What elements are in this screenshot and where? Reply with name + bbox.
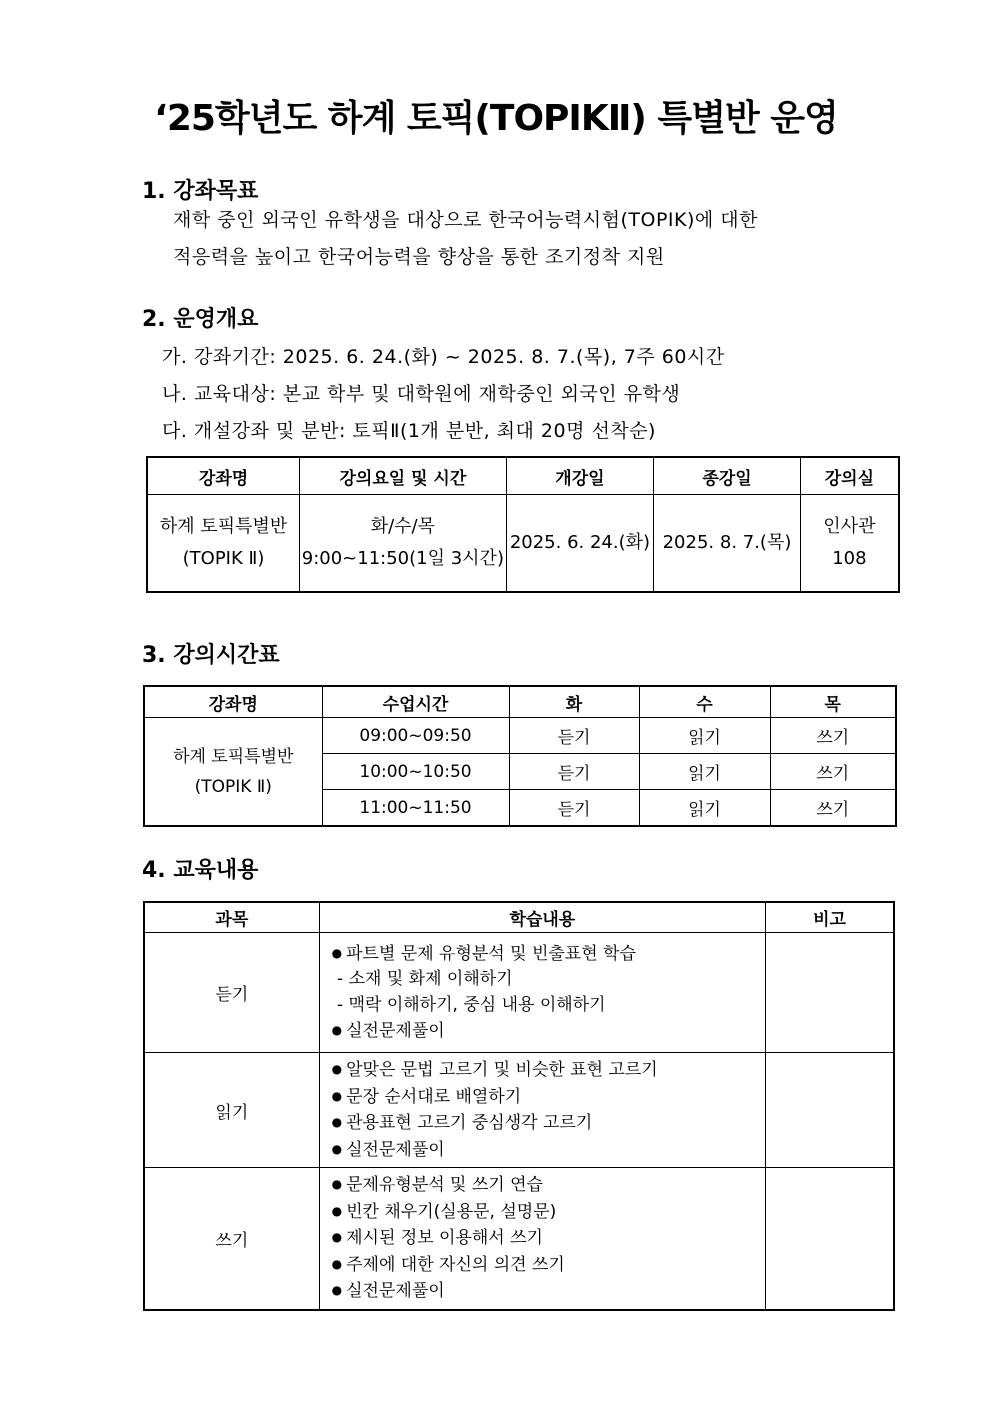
content-lines — [319, 1168, 765, 1310]
content-table-header: 과목 — [144, 902, 319, 933]
timetable-thu: 쓰기 — [770, 790, 896, 827]
goals-text — [173, 202, 758, 276]
timetable-course-cell: 하계 토픽특별반 (TOPIK Ⅱ) — [144, 718, 322, 827]
timetable-wed: 읽기 — [639, 718, 770, 754]
content-line — [332, 1110, 757, 1137]
timetable-wed: 읽기 — [639, 754, 770, 790]
section-heading-goals: 1. 강좌목표 — [142, 179, 259, 204]
timetable — [143, 685, 897, 827]
bullet-icon: ● — [331, 1088, 343, 1103]
content-line — [332, 1225, 757, 1252]
course-table-header: 강좌명 — [147, 457, 300, 495]
overview-line: 나. 교육대상: 본교 학부 및 대학원에 재학중인 외국인 유학생 — [162, 383, 681, 405]
content-line-text: - 맥락 이해하기, 중심 내용 이해하기 — [331, 994, 606, 1015]
timetable-tue: 듣기 — [509, 718, 639, 754]
section-heading-overview: 2. 운영개요 — [142, 307, 259, 332]
table-row — [144, 1168, 894, 1310]
timetable-tue: 듣기 — [509, 790, 639, 827]
goals-line: 적응력을 높이고 한국어능력을 향상을 통한 조기정착 지원 — [173, 246, 665, 268]
course-end-cell: 2025. 8. 7.(목) — [654, 495, 801, 593]
overview-line: 다. 개설강좌 및 분반: 토픽Ⅱ(1개 분반, 최대 20명 선착순) — [162, 420, 656, 442]
content-line-text: 빈칸 채우기(실용문, 설명문) — [346, 1201, 557, 1222]
course-table-header: 강의요일 및 시간 — [300, 457, 507, 495]
content-line — [332, 1084, 757, 1111]
content-line — [332, 941, 757, 968]
content-note — [766, 1168, 894, 1310]
bullet-icon: ● — [331, 1115, 343, 1129]
content-subject: 읽기 — [144, 1053, 319, 1168]
bullet-icon: ● — [331, 1141, 343, 1156]
table-row — [144, 933, 894, 1053]
content-line — [332, 1252, 757, 1279]
timetable-header: 수업시간 — [322, 686, 509, 718]
bullet-icon: ● — [331, 1203, 343, 1218]
content-line-text: 문제유형분석 및 쓰기 연습 — [346, 1175, 543, 1195]
content-table-header: 학습내용 — [319, 902, 765, 933]
course-table-header: 개강일 — [506, 457, 654, 495]
bullet-icon: ● — [331, 945, 343, 960]
course-table-header: 종강일 — [654, 457, 801, 495]
content-line-text: 주제에 대한 자신의 의견 쓰기 — [346, 1254, 565, 1275]
content-lines — [319, 1053, 765, 1168]
timetable-header: 목 — [770, 686, 896, 718]
content-line — [332, 1137, 757, 1164]
content-line-text: 문장 순서대로 배열하기 — [346, 1086, 522, 1107]
overview-line: 가. 강좌기간: 2025. 6. 24.(화) ~ 2025. 8. 7.(목), 7주 60시간 — [162, 346, 725, 368]
content-subject: 듣기 — [144, 933, 319, 1053]
timetable-header: 화 — [509, 686, 639, 718]
bullet-icon: ● — [331, 1023, 343, 1037]
bullet-icon: ● — [331, 1177, 343, 1191]
content-line-text: 관용표현 고르기 중심생각 고르기 — [346, 1113, 593, 1133]
content-line — [332, 1199, 757, 1226]
content-lines — [319, 933, 765, 1053]
timetable-time: 09:00~09:50 — [322, 718, 509, 754]
bullet-icon: ● — [331, 1256, 343, 1271]
content-note — [766, 933, 894, 1053]
page-title: ‘25학년도 하계 토픽(TOPIKⅡ) 특별반 운영 — [154, 98, 838, 139]
timetable-time: 11:00~11:50 — [322, 790, 509, 827]
content-line-text: 알맞은 문법 고르기 및 비슷한 표현 고르기 — [346, 1060, 658, 1080]
content-line-text: 제시된 정보 이용해서 쓰기 — [346, 1228, 543, 1248]
course-table — [146, 456, 900, 593]
bullet-icon: ● — [331, 1283, 343, 1297]
timetable-time: 10:00~10:50 — [322, 754, 509, 790]
course-schedule-cell: 화/수/목 9:00~11:50(1일 3시간) — [300, 495, 507, 593]
table-row — [147, 495, 899, 593]
timetable-thu: 쓰기 — [770, 718, 896, 754]
content-line — [332, 1172, 757, 1199]
overview-text — [162, 339, 725, 450]
content-note — [766, 1053, 894, 1168]
bullet-icon: ● — [331, 1230, 343, 1244]
content-line-text: 실전문제풀이 — [346, 1139, 445, 1160]
table-row — [144, 1053, 894, 1168]
goals-line: 재학 중인 외국인 유학생을 대상으로 한국어능력시험(TOPIK)에 대한 — [173, 209, 758, 231]
timetable-header: 수 — [639, 686, 770, 718]
content-line — [332, 993, 757, 1019]
timetable-tue: 듣기 — [509, 754, 639, 790]
content-table — [143, 901, 895, 1311]
content-line — [332, 1278, 757, 1305]
section-heading-timetable: 3. 강의시간표 — [142, 643, 280, 668]
section-heading-content: 4. 교육내용 — [142, 858, 259, 883]
bullet-icon: ● — [331, 1062, 343, 1076]
content-subject: 쓰기 — [144, 1168, 319, 1310]
content-line — [332, 967, 757, 993]
timetable-wed: 읽기 — [639, 790, 770, 827]
timetable-thu: 쓰기 — [770, 754, 896, 790]
timetable-header: 강좌명 — [144, 686, 322, 718]
content-line — [332, 1057, 757, 1084]
content-table-header: 비고 — [766, 902, 894, 933]
course-table-header: 강의실 — [800, 457, 899, 495]
course-room-cell: 인사관 108 — [800, 495, 899, 593]
table-row — [144, 718, 896, 754]
content-line-text: 실전문제풀이 — [346, 1281, 445, 1301]
content-line-text: 실전문제풀이 — [346, 1021, 445, 1041]
course-start-cell: 2025. 6. 24.(화) — [506, 495, 654, 593]
content-line-text: 파트별 문제 유형분석 및 빈출표현 학습 — [346, 943, 636, 964]
content-line — [332, 1018, 757, 1045]
content-line-text: - 소재 및 화제 이해하기 — [331, 969, 513, 989]
course-name-cell: 하계 토픽특별반 (TOPIK Ⅱ) — [147, 495, 300, 593]
